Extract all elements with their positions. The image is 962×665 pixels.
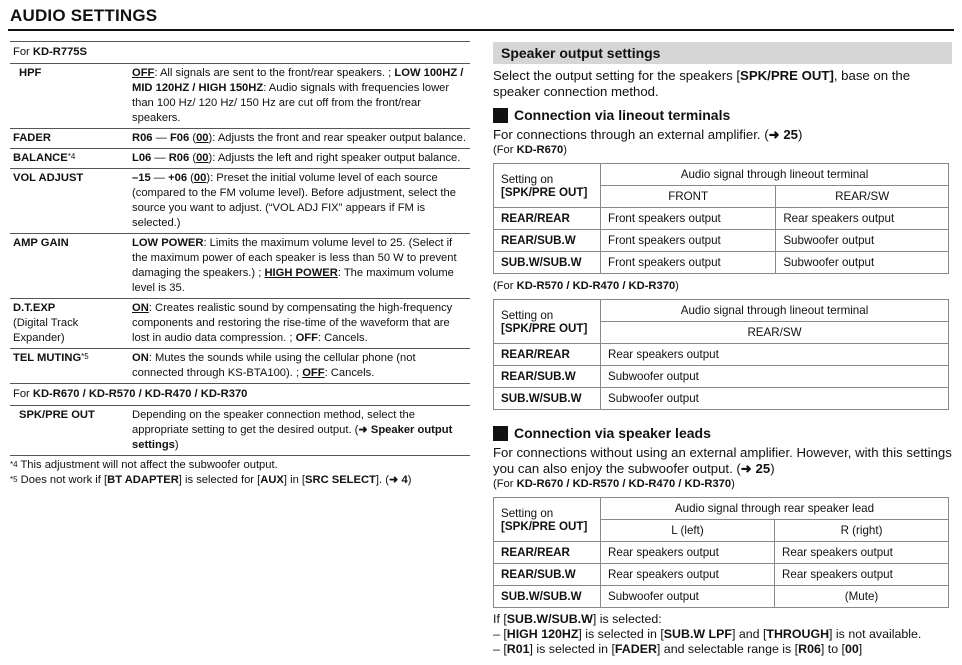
setting-description: OFF: All signals are sent to the front/rear speakers. ; LOW 100HZ / MID 120HZ / HIGH 150HZ: Audio signals with frequencies lower than 100 Hz/ 120 Hz/ 150 Hz are cut off from the front/rear speakers. bbox=[126, 64, 470, 129]
table-row: REAR/SUB.W Rear speakers output Rear speakers output bbox=[494, 564, 949, 586]
setting-description: ON: Creates realistic sound by compensating the high-frequency components and restoring the rise-time of the waveform that are lost in audio data compression. ; OFF: Cancels. bbox=[126, 299, 470, 349]
title-rule bbox=[8, 29, 954, 31]
page-reference[interactable]: ➜ 25 bbox=[768, 127, 799, 142]
footnote-5: $^{*5}$ Does not work if [BT ADAPTER] is selected for [AUX] in [SRC SELECT]. (➜ 4) bbox=[10, 474, 412, 486]
group-models: KD-R670 / KD-R570 / KD-R470 / KD-R370 bbox=[32, 388, 248, 400]
cross-reference-link[interactable]: ➜ Speaker output settings bbox=[132, 424, 453, 451]
setting-label: BALANCE$^{*4}$ bbox=[10, 149, 126, 169]
note-sub-w: If [SUB.W/SUB.W] is selected: – [HIGH 120HZ] is selected in [SUB.W LPF] and [THROUGH] is not available. – [R01] is selected in [FADER] and selectable range is [R06] to [00] bbox=[493, 612, 922, 656]
speaker-lead-table bbox=[493, 497, 949, 608]
table-row: SUB.W/SUB.W Subwoofer output bbox=[494, 388, 949, 410]
setting-label: D.T.EXP (Digital Track Expander) bbox=[10, 299, 126, 349]
table-header-setting: Setting on [SPK/PRE OUT] bbox=[494, 164, 601, 208]
table-header-signal: Audio signal through rear speaker lead bbox=[601, 498, 949, 520]
section-heading: Speaker output settings bbox=[493, 42, 952, 64]
speaker-output-settings bbox=[493, 42, 952, 657]
model-note: (For KD-R670 / KD-R570 / KD-R470 / KD-R370) bbox=[493, 478, 735, 490]
group-header-r775s: For KD-R775S bbox=[10, 42, 470, 64]
setting-row-tel-muting bbox=[10, 349, 470, 384]
setting-label: AMP GAIN bbox=[10, 234, 126, 299]
audio-settings-list bbox=[10, 41, 470, 488]
leads-paragraph: For connections without using an external amplifier. However, with this settings you can also enjoy the subwoofer output. (➜ 25) bbox=[493, 445, 952, 476]
square-bullet-icon bbox=[493, 108, 508, 123]
setting-description: ON: Mutes the sounds while using the cellular phone (not connected through KS-BTA100). ; OFF: Cancels. bbox=[126, 349, 470, 384]
model-note: (For KD-R670) bbox=[493, 144, 567, 156]
settings-table bbox=[10, 41, 470, 456]
setting-label: HPF bbox=[10, 64, 126, 129]
setting-row-fader bbox=[10, 129, 470, 149]
table-row: REAR/SUB.W Subwoofer output bbox=[494, 366, 949, 388]
lineout-table-r670 bbox=[493, 163, 949, 274]
table-header-setting: Setting on [SPK/PRE OUT] bbox=[494, 300, 601, 344]
setting-description: LOW POWER: Limits the maximum volume level to 25. (Select if the maximum power of each speaker is less than 50 W to prevent damaging the speakers.) ; HIGH POWER: The maximum volume level is 35. bbox=[126, 234, 470, 299]
column-header: L (left) bbox=[601, 520, 775, 542]
table-header-signal: Audio signal through lineout terminal bbox=[601, 300, 949, 322]
setting-row-spk-pre-out bbox=[10, 406, 470, 456]
table-row: SUB.W/SUB.W Front speakers output Subwoofer output bbox=[494, 252, 949, 274]
column-header: REAR/SW bbox=[601, 322, 949, 344]
table-row: REAR/REAR Rear speakers output Rear speakers output bbox=[494, 542, 949, 564]
setting-label: VOL ADJUST bbox=[10, 169, 126, 234]
table-header-setting: Setting on [SPK/PRE OUT] bbox=[494, 498, 601, 542]
setting-description: R06 — F06 (00): Adjusts the front and rear speaker output balance. bbox=[126, 129, 470, 149]
footnote-4: $^{*4}$ This adjustment will not affect the subwoofer output. bbox=[10, 459, 278, 471]
setting-row-amp-gain bbox=[10, 234, 470, 299]
footnote-ref: *5 bbox=[81, 352, 89, 361]
lineout-heading: Connection via lineout terminals bbox=[493, 106, 952, 124]
setting-row-dtexp bbox=[10, 299, 470, 349]
setting-row-vol-adjust bbox=[10, 169, 470, 234]
model-note: (For KD-R570 / KD-R470 / KD-R370) bbox=[493, 280, 679, 292]
setting-row-hpf bbox=[10, 64, 470, 129]
intro-paragraph: Select the output setting for the speakers [SPK/PRE OUT], base on the speaker connection method. bbox=[493, 68, 911, 99]
setting-label: SPK/PRE OUT bbox=[10, 406, 126, 456]
square-bullet-icon bbox=[493, 426, 508, 441]
setting-label: FADER bbox=[10, 129, 126, 149]
lineout-table-others bbox=[493, 299, 949, 410]
setting-row-balance bbox=[10, 149, 470, 169]
table-row: REAR/REAR Front speakers output Rear speakers output bbox=[494, 208, 949, 230]
setting-description: –15 — +06 (00): Preset the initial volume level of each source (compared to the FM volume level). Before adjustment, select the source you want to adjust. (“VOL ADJ FIX” appears if FM is selected.) bbox=[126, 169, 470, 234]
footnote-ref: *4 bbox=[67, 152, 76, 161]
column-header: REAR/SW bbox=[776, 186, 949, 208]
page-title: AUDIO SETTINGS bbox=[10, 6, 158, 25]
group-model: KD-R775S bbox=[32, 46, 87, 58]
column-header: R (right) bbox=[775, 520, 949, 542]
setting-label: TEL MUTING$^{*5}$ bbox=[10, 349, 126, 384]
setting-description: Depending on the speaker connection method, select the appropriate setting to get the desired output. (➜ Speaker output settings) bbox=[126, 406, 470, 456]
leads-heading: Connection via speaker leads bbox=[493, 424, 952, 442]
column-header: FRONT bbox=[601, 186, 776, 208]
page-reference[interactable]: ➜ 4 bbox=[388, 474, 408, 486]
table-row: REAR/REAR Rear speakers output bbox=[494, 344, 949, 366]
table-header-signal: Audio signal through lineout terminal bbox=[601, 164, 949, 186]
setting-description: L06 — R06 (00): Adjusts the left and right speaker output balance. bbox=[126, 149, 470, 169]
table-row: SUB.W/SUB.W Subwoofer output (Mute) bbox=[494, 586, 949, 608]
page-reference[interactable]: ➜ 25 bbox=[740, 461, 771, 476]
group-header-others: For KD-R670 / KD-R570 / KD-R470 / KD-R370 bbox=[10, 384, 470, 406]
table-row: REAR/SUB.W Front speakers output Subwoofer output bbox=[494, 230, 949, 252]
lineout-paragraph: For connections through an external amplifier. (➜ 25) bbox=[493, 127, 803, 142]
